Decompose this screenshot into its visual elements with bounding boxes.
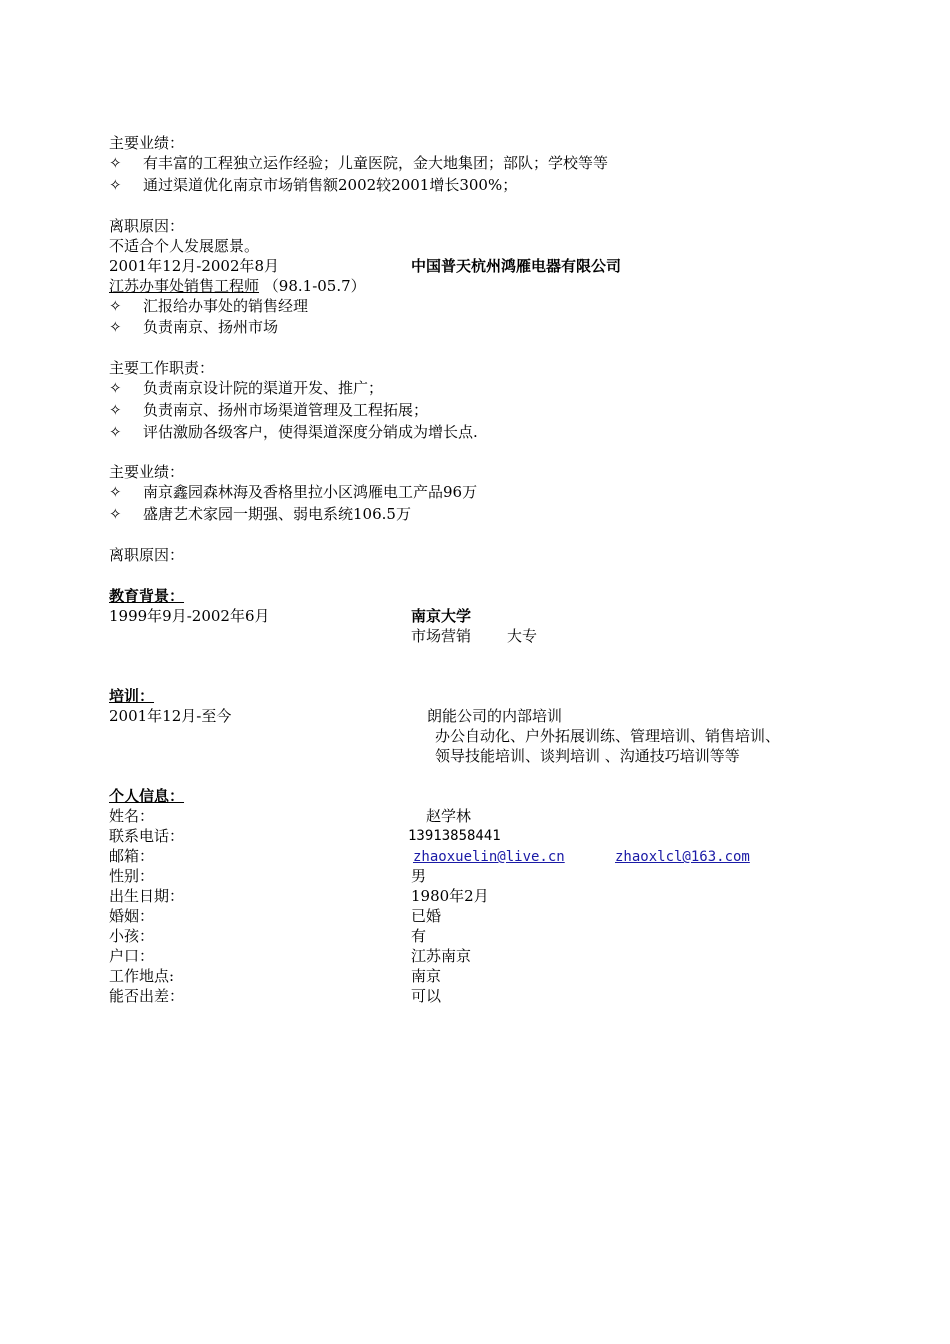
- list-item: ✧ 有丰富的工程独立运作经验；儿童医院，金大地集团；部队；学校等等: [109, 154, 609, 172]
- training-org: 朗能公司的内部培训: [427, 707, 563, 725]
- list-item: ✧ 南京鑫园森林海及香格里拉小区鸿雁电工产品96万: [109, 483, 478, 501]
- children-value: 有: [411, 927, 427, 945]
- list-item: ✧ 评估激励各级客户，使得渠道深度分销成为增长点.: [109, 423, 478, 441]
- hukou-label: 户口：: [109, 947, 155, 965]
- company-name: 中国普天杭州鸿雁电器有限公司: [411, 257, 622, 275]
- job-position: 江苏办事处销售工程师: [109, 277, 260, 295]
- training-heading: 培训：: [109, 687, 155, 705]
- education-heading: 教育背景：: [109, 587, 185, 605]
- workplace-value: 南京: [411, 967, 442, 985]
- bullet-icon: ✧: [109, 505, 122, 523]
- leave-reason-text: 不适合个人发展愿景。: [109, 237, 260, 255]
- degree: 大专: [507, 627, 538, 645]
- travel-value: 可以: [411, 987, 442, 1005]
- phone-value: 13913858441: [408, 828, 501, 844]
- name-label: 姓名：: [109, 807, 155, 825]
- list-item: ✧ 盛唐艺术家园一期强、弱电系统106.5万: [109, 505, 411, 523]
- email-link-2[interactable]: zhaoxlcl@163.com: [615, 849, 750, 865]
- travel-label: 能否出差：: [109, 987, 185, 1005]
- name-value: 赵学林: [426, 807, 472, 825]
- birth-label: 出生日期：: [109, 887, 185, 905]
- bullet-icon: ✧: [109, 297, 122, 315]
- email-label: 邮箱：: [109, 847, 155, 865]
- list-item: ✧ 汇报给办事处的销售经理: [109, 297, 309, 315]
- achievements-title: 主要业绩：: [109, 134, 185, 152]
- bullet-icon: ✧: [109, 379, 122, 397]
- training-line-2: 领导技能培训、谈判培训 、沟通技巧培训等等: [435, 747, 740, 765]
- bullet-icon: ✧: [109, 154, 122, 172]
- list-item: ✧ 负责南京、扬州市场: [109, 318, 279, 336]
- school-name: 南京大学: [411, 607, 472, 625]
- list-item: ✧ 负责南京、扬州市场渠道管理及工程拓展；: [109, 401, 429, 419]
- duties-title: 主要工作职责：: [109, 359, 215, 377]
- bullet-icon: ✧: [109, 318, 122, 336]
- training-line-1: 办公自动化、户外拓展训练、管理培训、销售培训、: [435, 727, 781, 745]
- hukou-value: 江苏南京: [411, 947, 472, 965]
- birth-value: 1980年2月: [411, 887, 489, 905]
- bullet-icon: ✧: [109, 176, 122, 194]
- gender-label: 性别：: [109, 867, 155, 885]
- bullet-icon: ✧: [109, 483, 122, 501]
- marital-label: 婚姻：: [109, 907, 155, 925]
- workplace-label: 工作地点:: [109, 967, 175, 985]
- gender-value: 男: [411, 867, 427, 885]
- education-dates: 1999年9月-2002年6月: [109, 607, 270, 625]
- bullet-icon: ✧: [109, 423, 122, 441]
- job-dates: 2001年12月-2002年8月: [109, 257, 280, 275]
- job-position-row: [109, 276, 366, 296]
- email-link-1[interactable]: zhaoxuelin@live.cn: [413, 849, 565, 865]
- achievements-title-2: 主要业绩：: [109, 463, 185, 481]
- list-item: ✧ 负责南京设计院的渠道开发、推广；: [109, 379, 384, 397]
- leave-reason-label-2: 离职原因：: [109, 546, 185, 564]
- major: 市场营销: [411, 627, 472, 645]
- position-dates: （98.1-05.7）: [263, 277, 366, 295]
- bullet-icon: ✧: [109, 401, 122, 419]
- list-item: ✧ 通过渠道优化南京市场销售额2002较2001增长300%；: [109, 176, 518, 194]
- marital-value: 已婚: [411, 907, 442, 925]
- leave-reason-label: 离职原因：: [109, 217, 185, 235]
- training-dates: 2001年12月-至今: [109, 707, 232, 725]
- personal-heading: 个人信息：: [109, 787, 185, 805]
- children-label: 小孩：: [109, 927, 155, 945]
- phone-label: 联系电话：: [109, 827, 185, 845]
